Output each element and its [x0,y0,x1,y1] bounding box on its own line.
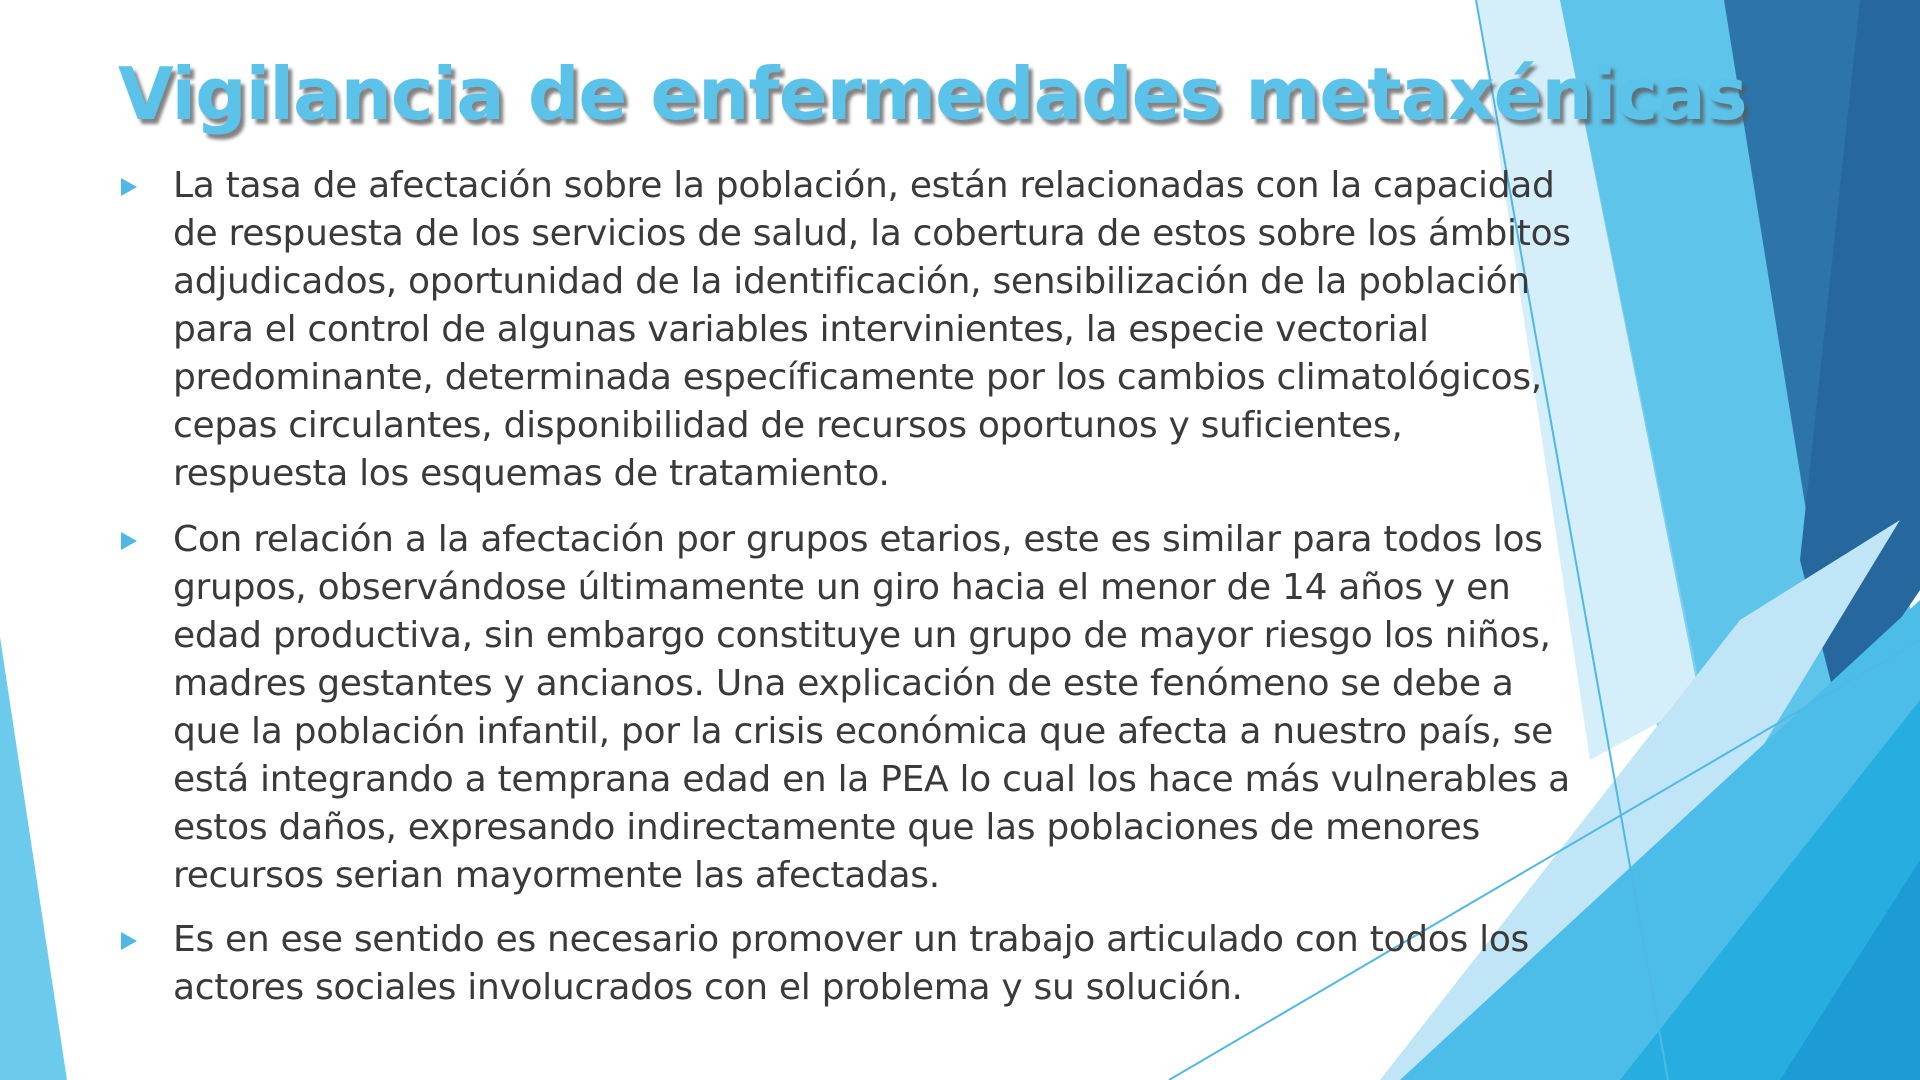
bullet-text-line: La tasa de afectación sobre la población, están relacionadas con la capacidad [173,165,1555,206]
bullet-text-line: predominante, determinada específicamente por los cambios climatológicos, [173,357,1542,398]
bullet-text-line: cepas circulantes, disponibilidad de recursos oportunos y suficientes, [173,405,1403,446]
bullet-text-line: está integrando a temprana edad en la PEA lo cual los hace más vulnerables a [173,759,1570,800]
bullet-text-line: Con relación a la afectación por grupos etarios, este es similar para todos los [173,519,1543,560]
bullet-text-line: adjudicados, oportunidad de la identificación, sensibilización de la población [173,261,1530,302]
bullet-item [173,516,1570,900]
bullet-text-line: actores sociales involucrados con el problema y su solución. [173,967,1243,1008]
bullet-text-line: estos daños, expresando indirectamente que las poblaciones de menores [173,807,1480,848]
bullet-text-line: respuesta los esquemas de tratamiento. [173,453,890,494]
bullet-text-line: de respuesta de los servicios de salud, la cobertura de estos sobre los ámbitos [173,213,1571,254]
bullet-text-line: madres gestantes y ancianos. Una explicación de este fenómeno se debe a [173,663,1514,704]
bullet-item [173,162,1571,498]
left-sliver-shape [0,637,67,1080]
bullet-arrow-icon [121,178,137,196]
bullet-text-line: para el control de algunas variables intervinientes, la especie vectorial [173,309,1429,350]
bullet-text-line: que la población infantil, por la crisis económica que afecta a nuestro país, se [173,711,1554,752]
bullet-text-line: recursos serian mayormente las afectadas. [173,855,940,896]
bullet-arrow-icon [121,532,137,550]
slide-title: Vigilancia de enfermedades metaxénicas [118,52,1747,136]
bullet-text-line: edad productiva, sin embargo constituye un grupo de mayor riesgo los niños, [173,615,1551,656]
bullet-arrow-icon [121,932,137,950]
bullet-text-line: grupos, observándose últimamente un giro hacia el menor de 14 años y en [173,567,1511,608]
bullet-item [173,916,1529,1012]
bullet-text-line: Es en ese sentido es necesario promover un trabajo articulado con todos los [173,919,1530,960]
